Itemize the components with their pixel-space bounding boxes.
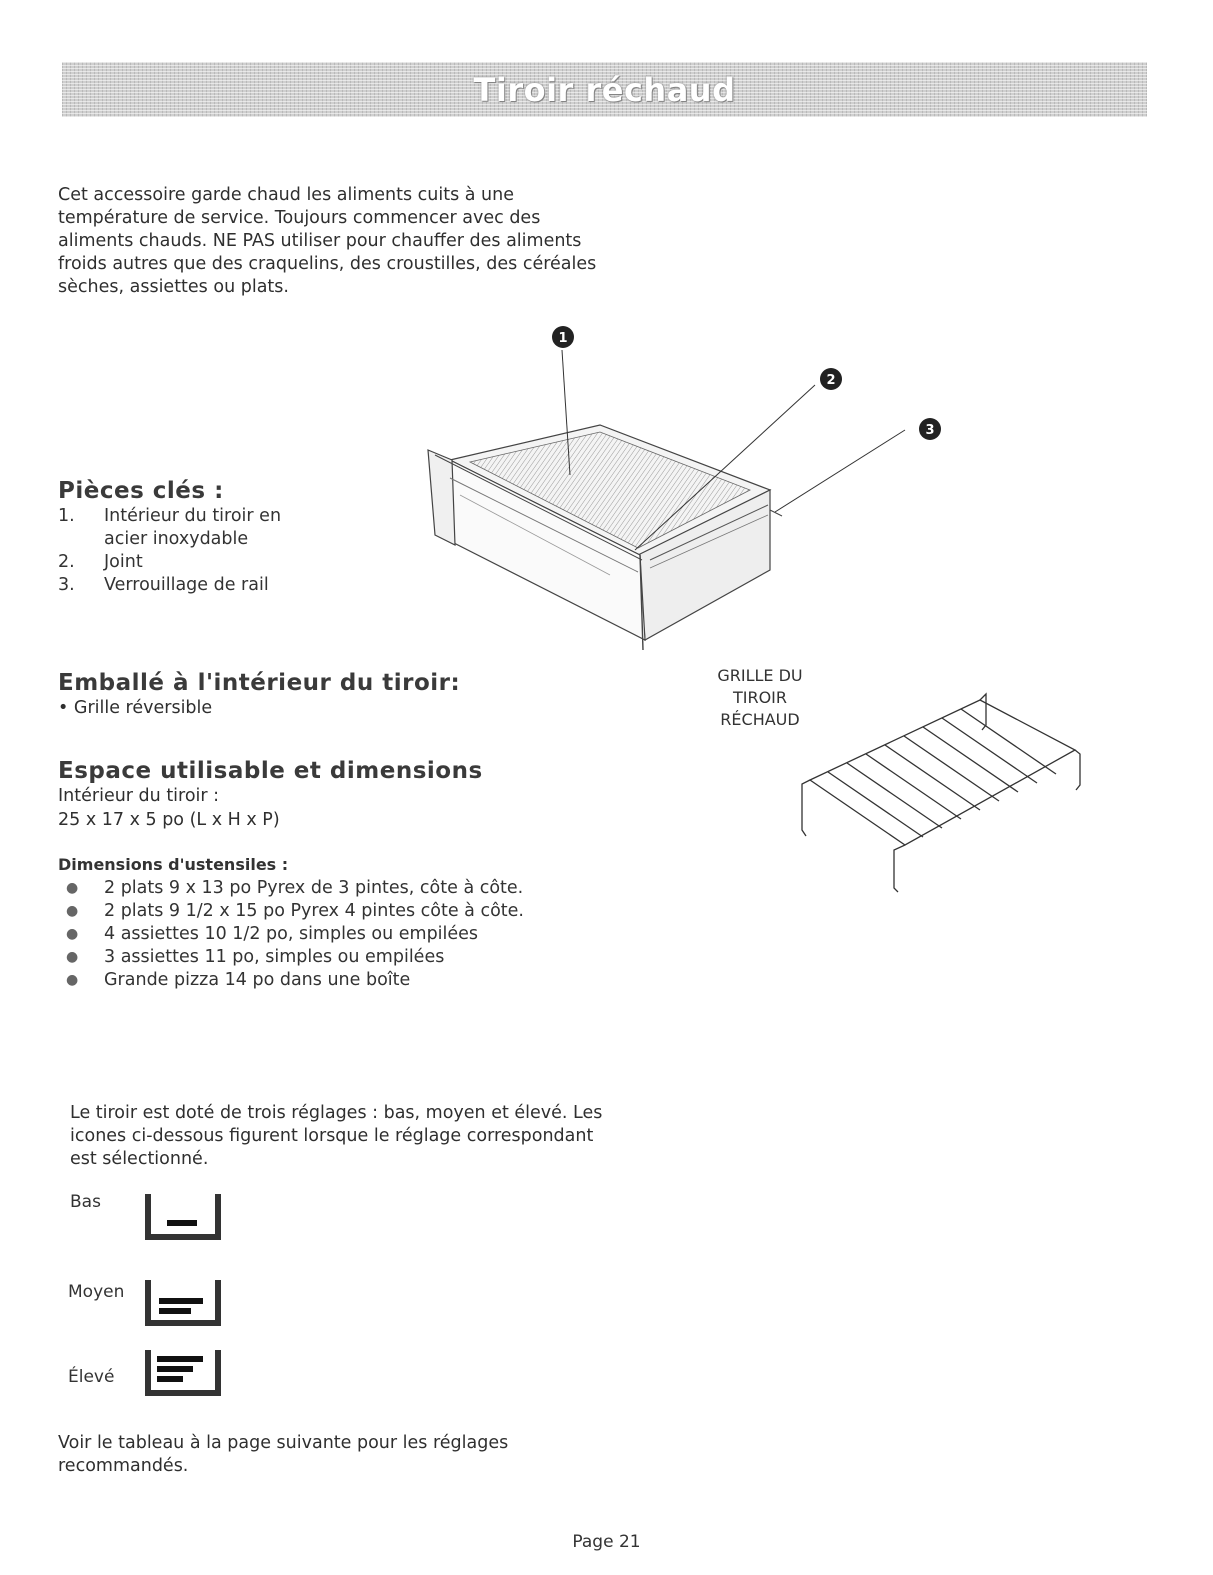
- utensil-text: 2 plats 9 1/2 x 15 po Pyrex 4 pintes côte à côte.: [104, 901, 524, 921]
- utensils-heading: Dimensions d'ustensiles :: [58, 855, 289, 874]
- key-part-label: Verrouillage de rail: [104, 575, 269, 595]
- utensil-text: 3 assiettes 11 po, simples ou empilées: [104, 947, 445, 967]
- grille-diagram: [790, 680, 1090, 895]
- packed-item: • Grille réversible: [58, 698, 213, 718]
- medium-setting-icon: [145, 1280, 221, 1326]
- drawer-body: [428, 425, 782, 650]
- utensil-item: ● Grande pizza 14 po dans une boîte: [66, 970, 411, 990]
- setting-label-high: Élevé: [68, 1367, 115, 1387]
- warming-drawer-diagram: [410, 310, 970, 660]
- title-banner: [62, 62, 1147, 117]
- grille-label: GRILLE DU TIROIR RÉCHAUD: [717, 666, 803, 729]
- callout-badge-3: [919, 418, 941, 440]
- key-part-number: 2.: [58, 552, 75, 572]
- utensil-text: Grande pizza 14 po dans une boîte: [104, 970, 411, 990]
- interior-label: Intérieur du tiroir :: [58, 786, 220, 806]
- utensil-text: 2 plats 9 x 13 po Pyrex de 3 pintes, côte à côte.: [104, 878, 524, 898]
- key-part-item: [58, 551, 298, 574]
- page-number: Page 21: [572, 1532, 641, 1552]
- utensil-text: 4 assiettes 10 1/2 po, simples ou empilées: [104, 924, 479, 944]
- callout-number: 2: [826, 373, 836, 388]
- utensil-item: ● 4 assiettes 10 1/2 po, simples ou empilées: [66, 924, 479, 944]
- key-part-item: [58, 574, 298, 597]
- utensil-item: ● 3 assiettes 11 po, simples ou empilées: [66, 947, 445, 967]
- key-part-item: [58, 505, 298, 551]
- callout-badge-2: [820, 368, 842, 390]
- key-part-number: 1.: [58, 506, 75, 526]
- settings-intro: Le tiroir est doté de trois réglages : bas, moyen et élevé. Les icones ci-dessous figurent lorsque le réglage correspondant est sélectionné.: [70, 1103, 603, 1169]
- setting-label-medium: Moyen: [68, 1282, 125, 1302]
- intro-paragraph: Cet accessoire garde chaud les aliments cuits à une température de service. Toujours commencer avec des aliments chauds. NE PAS utiliser pour chauffer des aliments froids autres que des craquelins, des croustilles, des céréales sèches, assiettes ou plats.: [58, 185, 597, 297]
- key-part-label: Joint: [104, 552, 143, 572]
- key-part-number: 3.: [58, 575, 75, 595]
- key-parts-heading: Pièces clés :: [58, 478, 224, 504]
- packed-heading: Emballé à l'intérieur du tiroir:: [58, 670, 461, 696]
- utensil-item: ● 2 plats 9 x 13 po Pyrex de 3 pintes, côte à côte.: [66, 878, 524, 898]
- key-parts-list: [58, 505, 298, 597]
- callout-number: 1: [558, 331, 568, 346]
- callout-number: 3: [925, 423, 935, 438]
- callout-badge-1: [552, 326, 574, 348]
- space-heading: Espace utilisable et dimensions: [58, 758, 483, 784]
- high-setting-icon: [145, 1350, 221, 1396]
- utensils-list: [58, 877, 528, 992]
- utensil-item: ● 2 plats 9 1/2 x 15 po Pyrex 4 pintes côte à côte.: [66, 901, 524, 921]
- low-setting-icon: [145, 1194, 221, 1240]
- setting-label-low: Bas: [70, 1192, 101, 1212]
- outro-paragraph: Voir le tableau à la page suivante pour les réglages recommandés.: [58, 1433, 509, 1476]
- page-title: Tiroir réchaud: [473, 70, 736, 109]
- interior-dimensions: 25 x 17 x 5 po (L x H x P): [58, 810, 280, 830]
- callout-leader-3: [775, 430, 905, 512]
- key-part-label: Intérieur du tiroir en acier inoxydable: [104, 506, 282, 549]
